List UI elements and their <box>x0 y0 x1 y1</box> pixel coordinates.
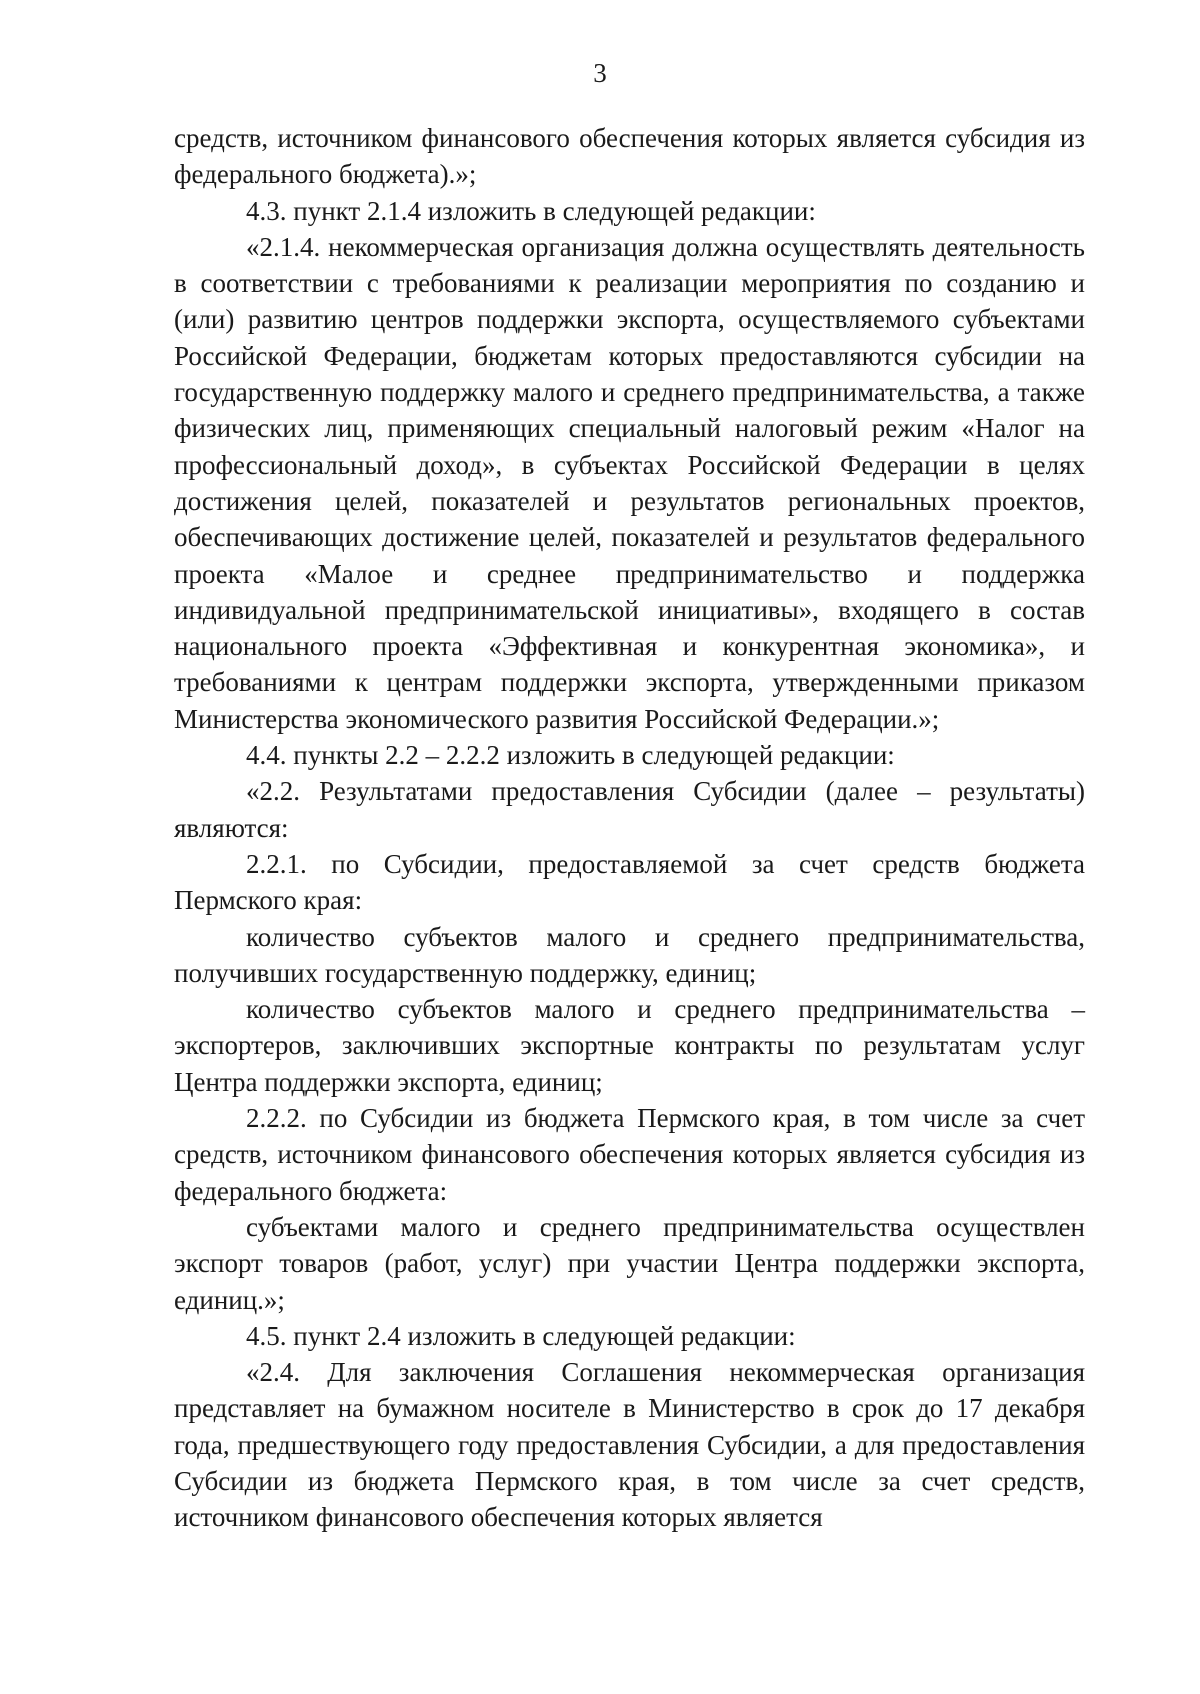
paragraph: 4.4. пункты 2.2 – 2.2.2 изложить в следующей редакции: <box>246 740 895 771</box>
paragraph: средств, источником финансового обеспечения которых является субсидия из федерального бюджета).»; <box>174 123 1085 190</box>
paragraph: «2.4. Для заключения Соглашения некоммерческая организация представляет на бумажном носителе в Министерство в срок до 17 декабря года, предшествующего году предоставления Субсидии, а для предоставления Субсидии из бюджета Пермского края, в том числе за счет средств, источником финансового обеспечения которых является <box>174 1357 1085 1533</box>
paragraph: 2.2.1. по Субсидии, предоставляемой за счет средств бюджета Пермского края: <box>174 848 1085 916</box>
paragraph: количество субъектов малого и среднего предпринимательства, получивших государственную поддержку, единиц; <box>174 921 1085 988</box>
paragraph: 2.2.2. по Субсидии из бюджета Пермского края, в том числе за счет средств, источником финансового обеспечения которых является субсидия из федерального бюджета: <box>174 1103 1085 1206</box>
paragraph: количество субъектов малого и среднего предпринимательства – экспортеров, заключивших экспортные контракты по результатам услуг Центра поддержки экспорта, единиц; <box>174 994 1085 1097</box>
paragraph: 4.3. пункт 2.1.4 изложить в следующей редакции: <box>246 195 816 226</box>
paragraph: субъектами малого и среднего предпринимательства осуществлен экспорт товаров (работ, услуг) при участии Центра поддержки экспорта, единиц.»; <box>174 1211 1085 1315</box>
document-body <box>174 120 1085 1536</box>
paragraph: «2.1.4. некоммерческая организация должна осуществлять деятельность в соответствии с требованиями к реализации мероприятия по созданию и (или) развитию центров поддержки экспорта, осуществляемого субъектами Российской Федерации, бюджетам которых предоставляются субсидии на государственную поддержку малого и среднего предпринимательства, а также физических лиц, применяющих специальный налоговый режим «Налог на профессиональный доход», в субъектах Российской Федерации в целях достижения целей, показателей и результатов региональных проектов, обеспечивающих достижение целей, показателей и результатов федерального проекта «Малое и среднее предпринимательство и поддержка индивидуальной предпринимательской инициативы», входящего в состав национального проекта «Эффективная и конкурентная экономика», и требованиями к центрам поддержки экспорта, утвержденными приказом Министерства экономического развития Российской Федерации.»; <box>174 231 1085 734</box>
paragraph: «2.2. Результатами предоставления Субсидии (далее – результаты) являются: <box>174 776 1085 843</box>
page-number: 3 <box>593 58 607 88</box>
paragraph: 4.5. пункт 2.4 изложить в следующей редакции: <box>246 1320 796 1351</box>
